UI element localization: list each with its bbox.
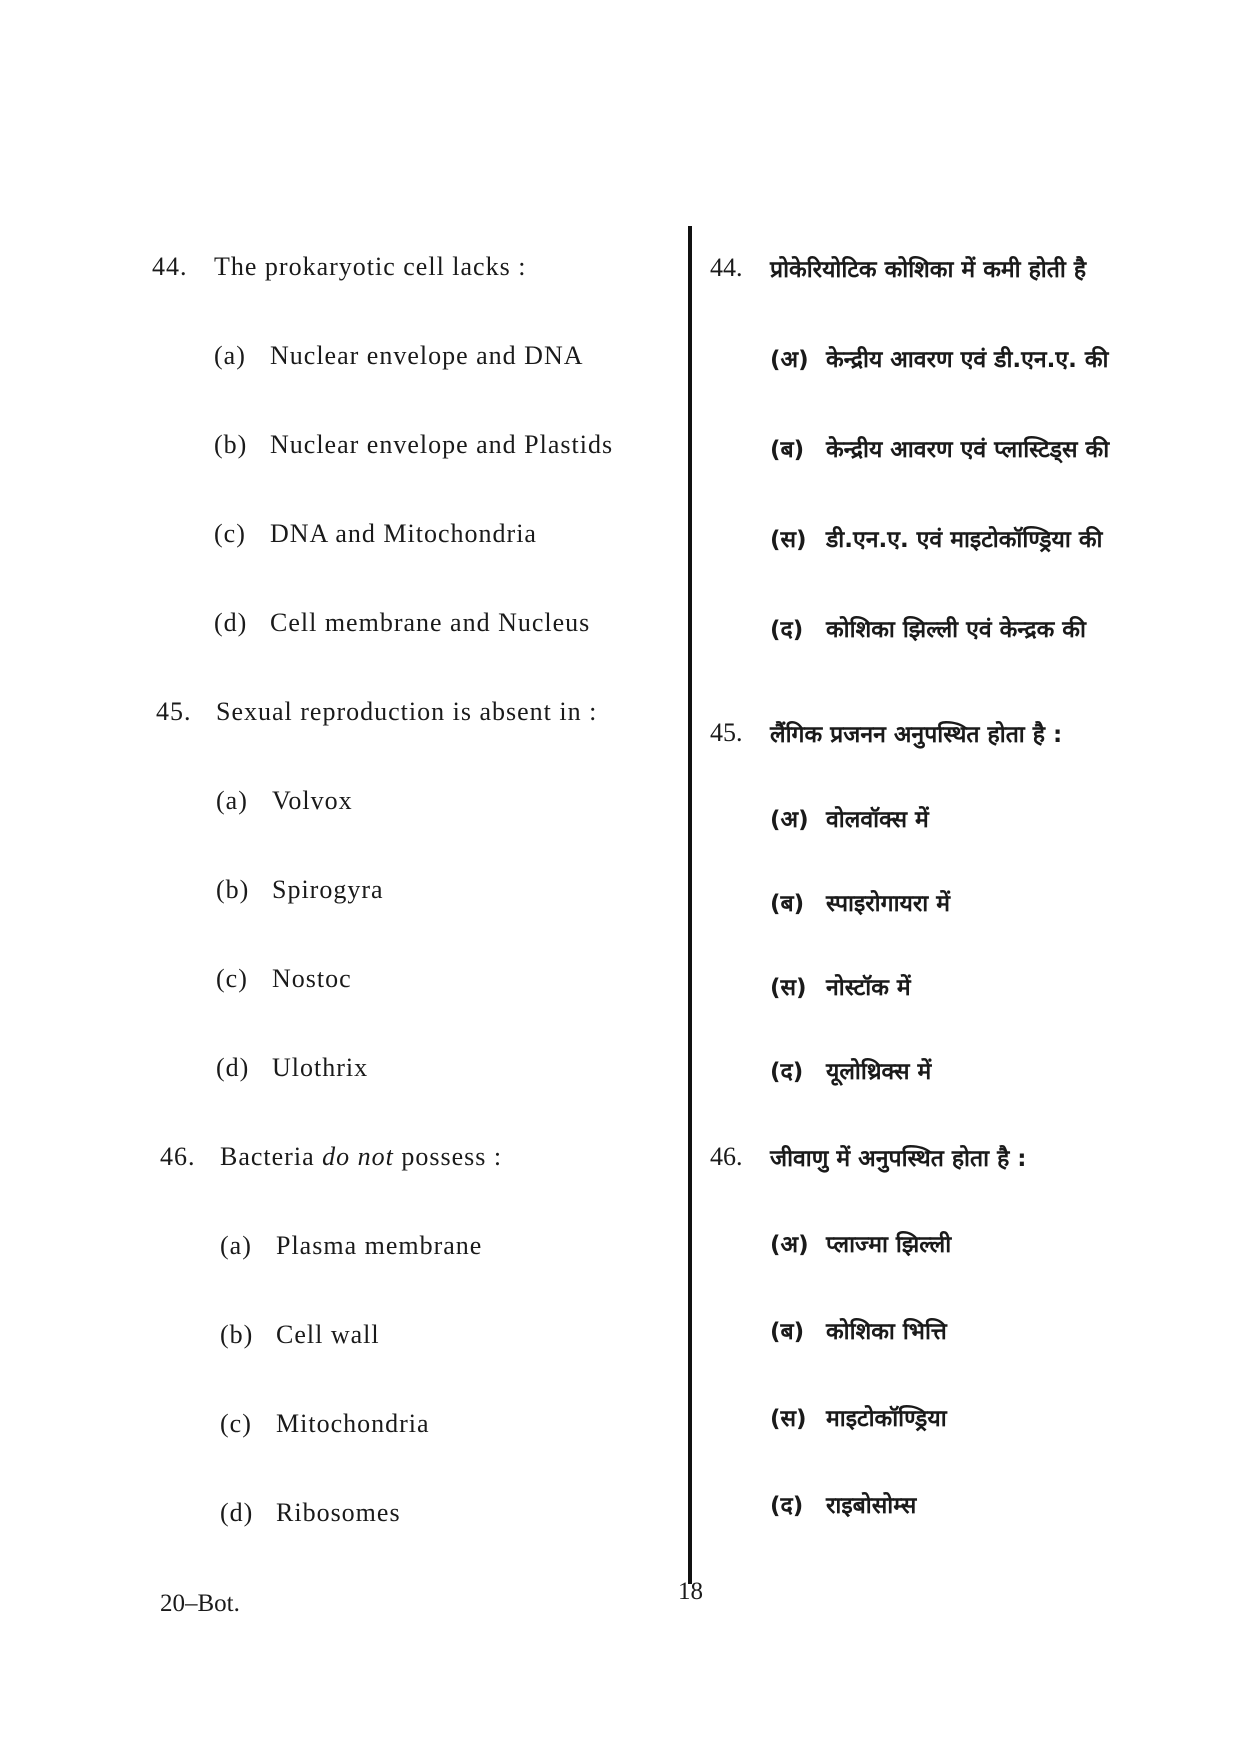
- question-45-stem-hi: लैंगिक प्रजनन अनुपस्थित होता है :: [770, 722, 1063, 748]
- option-label-hi: (ब): [770, 891, 805, 917]
- page-number: 18: [678, 1578, 703, 1605]
- option-text: Nostoc: [272, 964, 352, 993]
- option-label-hi: (अ): [770, 807, 809, 833]
- option-text-hi: स्पाइरोगायरा में: [826, 891, 950, 917]
- option-text: Mitochondria: [276, 1409, 430, 1438]
- option-text-hi: नोस्टॉक में: [826, 975, 911, 1001]
- question-44-stem: The prokaryotic cell lacks :: [214, 252, 527, 281]
- option-label-hi: (ब): [770, 437, 805, 463]
- option-text: DNA and Mitochondria: [270, 519, 537, 548]
- question-44-number: 44.: [152, 252, 188, 281]
- option-label: (b): [220, 1320, 254, 1349]
- option-text: Nuclear envelope and Plastids: [270, 430, 614, 459]
- option-text: Plasma membrane: [276, 1231, 483, 1260]
- option-label: (a): [220, 1231, 252, 1260]
- option-text-hi: माइटोकॉण्ड्रिया: [826, 1406, 947, 1432]
- option-label-hi: (द): [770, 1493, 804, 1519]
- option-label: (d): [214, 608, 248, 637]
- option-label-hi: (स): [770, 527, 807, 553]
- question-46-number: 46.: [160, 1142, 196, 1171]
- option-text: Spirogyra: [272, 875, 384, 904]
- option-text: Nuclear envelope and DNA: [270, 341, 584, 370]
- option-text-hi: डी.एन.ए. एवं माइटोकॉण्ड्रिया की: [826, 527, 1103, 553]
- stem-part: Bacteria: [220, 1142, 323, 1171]
- option-text: Ulothrix: [272, 1053, 369, 1082]
- stem-part: possess :: [393, 1142, 503, 1171]
- paper-code: 20–Bot.: [160, 1590, 240, 1617]
- question-45-stem: Sexual reproduction is absent in :: [216, 697, 598, 726]
- question-44-number-hi: 44.: [710, 253, 743, 282]
- option-text-hi: वोलवॉक्स में: [826, 807, 929, 833]
- option-text: Volvox: [272, 786, 353, 815]
- option-label-hi: (स): [770, 975, 807, 1001]
- option-label: (c): [220, 1409, 252, 1438]
- option-label-hi: (द): [770, 617, 804, 643]
- question-45-number-hi: 45.: [710, 718, 743, 747]
- option-label-hi: (ब): [770, 1319, 805, 1345]
- question-46-stem-hi: जीवाणु में अनुपस्थित होता है :: [770, 1146, 1027, 1172]
- option-text: Ribosomes: [276, 1498, 401, 1527]
- option-text-hi: राइबोसोम्स: [826, 1493, 917, 1519]
- question-46-number-hi: 46.: [710, 1142, 743, 1171]
- option-text-hi: कोशिका भित्ति: [826, 1319, 947, 1345]
- stem-emphasis: do not: [322, 1142, 394, 1171]
- option-label: (c): [214, 519, 246, 548]
- option-label-hi: (स): [770, 1406, 807, 1432]
- option-text: Cell wall: [276, 1320, 380, 1349]
- option-label: (d): [220, 1498, 254, 1527]
- option-text-hi: कोशिका झिल्ली एवं केन्द्रक की: [826, 617, 1086, 643]
- option-text: Cell membrane and Nucleus: [270, 608, 591, 637]
- option-label: (c): [216, 964, 248, 993]
- option-text-hi: यूलोथ्रिक्स में: [826, 1059, 932, 1085]
- question-45-number: 45.: [156, 697, 192, 726]
- option-label-hi: (अ): [770, 1232, 809, 1258]
- question-46-stem: [220, 1142, 502, 1172]
- column-divider: [688, 226, 692, 1584]
- option-label: (b): [214, 430, 248, 459]
- option-label: (a): [214, 341, 246, 370]
- option-label-hi: (द): [770, 1059, 804, 1085]
- question-44-stem-hi: प्रोकेरियोटिक कोशिका में कमी होती है: [770, 257, 1087, 283]
- option-text-hi: केन्द्रीय आवरण एवं डी.एन.ए. की: [826, 347, 1109, 373]
- option-text-hi: केन्द्रीय आवरण एवं प्लास्टिड्स की: [826, 437, 1110, 463]
- option-label: (d): [216, 1053, 250, 1082]
- option-text-hi: प्लाज्मा झिल्ली: [826, 1232, 952, 1258]
- option-label-hi: (अ): [770, 347, 809, 373]
- option-label: (b): [216, 875, 250, 904]
- option-label: (a): [216, 786, 248, 815]
